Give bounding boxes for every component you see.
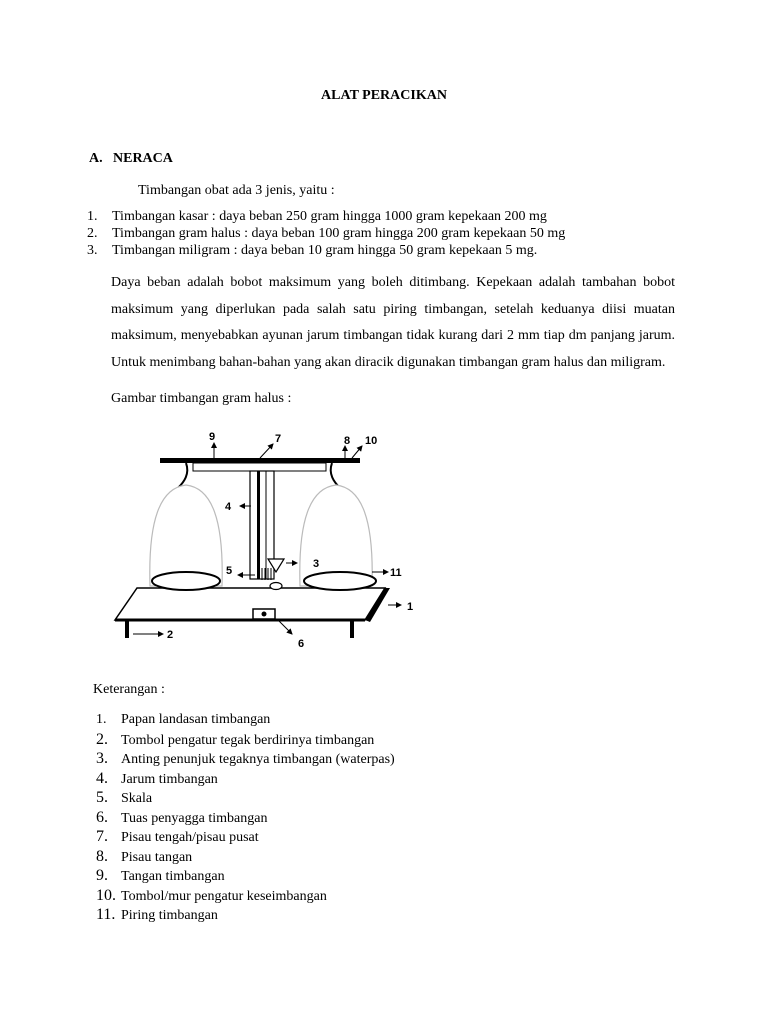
list-item: [87, 225, 565, 242]
balance-beam: [160, 458, 360, 463]
list-text: Jarum timbangan: [121, 771, 218, 787]
section-letter: A.: [89, 151, 103, 166]
intro-text: Timbangan obat ada 3 jenis, yaitu :: [138, 183, 335, 198]
list-item: [96, 710, 395, 730]
list-number: 3.: [96, 750, 108, 767]
list-text: Skala: [121, 791, 153, 806]
list-number: 1.: [96, 712, 107, 727]
list-number: 8.: [96, 847, 108, 865]
list-text: Piring timbangan: [121, 908, 218, 923]
beam-plate: [193, 463, 326, 471]
list-number: 6.: [96, 808, 108, 826]
list-text: Tangan timbangan: [121, 869, 225, 884]
list-number: 1.: [87, 209, 98, 224]
list-number: 5.: [96, 789, 108, 806]
label-4: 4: [225, 501, 232, 513]
legend-heading: Keterangan :: [93, 682, 165, 697]
hook-left: [178, 463, 187, 488]
label-2: 2: [167, 629, 174, 641]
list-number: 2.: [87, 226, 98, 241]
list-item: [96, 730, 395, 750]
list-item: [96, 866, 395, 886]
list-text: Tombol/mur pengatur keseimbangan: [121, 888, 327, 904]
scale-types-list: [87, 208, 565, 259]
list-item: [96, 905, 395, 925]
level-indicator: [270, 583, 282, 590]
list-number: 9.: [96, 867, 108, 884]
section-heading: [89, 151, 173, 167]
list-item: [96, 808, 395, 828]
pointer-needle: [257, 471, 260, 579]
label-5: 5: [226, 565, 233, 577]
list-text: Anting penunjuk tegaknya timbangan (waterpas): [121, 752, 395, 767]
list-item: [87, 242, 565, 259]
list-text: Pisau tangan: [121, 849, 193, 865]
document-title: ALAT PERACIKAN: [321, 88, 447, 103]
list-text: Timbangan miligram : daya beban 10 gram hingga 50 gram kepekaan 5 mg.: [112, 243, 538, 258]
section-title: NERACA: [113, 151, 173, 166]
list-number: 11.: [96, 906, 116, 923]
list-number: 10.: [96, 886, 116, 904]
base-board: [115, 588, 385, 620]
list-item: [96, 788, 395, 808]
label-3: 3: [313, 558, 320, 570]
label-7: 7: [275, 433, 282, 445]
label-10: 10: [365, 435, 378, 447]
list-text: Tuas penyagga timbangan: [121, 810, 268, 826]
list-item: [96, 749, 395, 769]
list-number: 7.: [96, 828, 108, 845]
foot-left: [125, 620, 129, 638]
list-item: [96, 769, 395, 789]
list-text: Timbangan kasar : daya beban 250 gram hingga 1000 gram kepekaan 200 mg: [112, 209, 547, 224]
list-number: 2.: [96, 730, 108, 748]
list-item: [96, 847, 395, 867]
list-item: [87, 208, 565, 225]
balance-diagram: [108, 420, 414, 650]
pan-left: [152, 572, 220, 590]
body-paragraph: Daya beban adalah bobot maksimum yang boleh ditimbang. Kepekaan adalah tambahan bobot maksimum yang diperlukan pada salah satu piring timbangan, setelah keduanya diisi muatan maksimum, menyebabkan ayunan jarum timbangan tidak kurang dari 2 mm tiap dm panjang jarum. Untuk menimbang bahan-bahan yang akan diracik digunakan timbangan gram halus dan miligram.: [111, 275, 675, 370]
list-text: Tombol pengatur tegak berdirinya timbangan: [121, 732, 375, 748]
label-1: 1: [407, 601, 414, 613]
label-8: 8: [344, 435, 351, 447]
pan-right: [304, 572, 376, 590]
label-6: 6: [298, 638, 305, 650]
list-item: [96, 827, 395, 847]
list-item: [96, 886, 395, 906]
pan-cover-right: [300, 485, 372, 586]
list-number: 4.: [96, 769, 108, 787]
label-9: 9: [209, 431, 216, 443]
hook-right: [331, 463, 340, 488]
list-text: Papan landasan timbangan: [121, 712, 271, 727]
list-text: Pisau tengah/pisau pusat: [121, 830, 259, 845]
foot-right: [350, 620, 354, 638]
list-text: Timbangan gram halus : daya beban 100 gram hingga 200 gram kepekaan 50 mg: [112, 226, 566, 241]
list-number: 3.: [87, 243, 98, 258]
pan-cover-left: [150, 485, 222, 586]
figure-caption: Gambar timbangan gram halus :: [111, 391, 292, 406]
parts-list: [96, 710, 395, 925]
label-11: 11: [390, 567, 402, 579]
